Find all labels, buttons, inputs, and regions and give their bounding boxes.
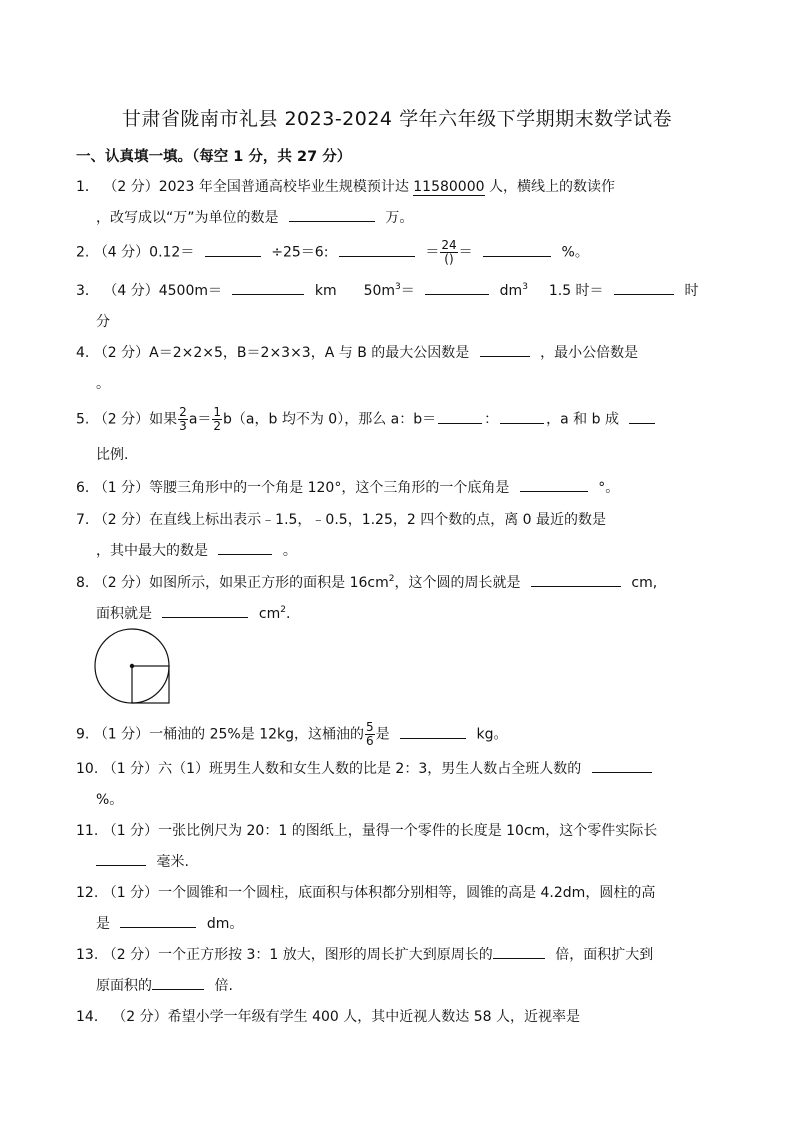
fraction xyxy=(212,406,222,433)
question-number: 10. xyxy=(76,761,99,777)
question-number: 8. xyxy=(76,575,90,591)
answer-blank[interactable] xyxy=(400,724,466,739)
question-text: ，改写成以“万”为单位的数是 xyxy=(96,210,279,226)
question-text: cm, xyxy=(631,575,658,591)
question-8-cont xyxy=(96,603,290,623)
question-points: （4 分） xyxy=(93,244,150,261)
question-1-cont xyxy=(96,207,413,227)
question-text: kg。 xyxy=(476,726,508,743)
answer-blank[interactable] xyxy=(500,409,544,424)
question-points: （1 分） xyxy=(102,761,159,777)
question-14 xyxy=(76,1006,580,1026)
question-text: A＝2×2×5，B＝2×3×3，A 与 B 的最大公因数是 xyxy=(149,345,470,361)
fraction-denominator: () xyxy=(444,252,454,266)
question-text: 是 xyxy=(375,726,390,743)
question-points: （2 分） xyxy=(103,179,159,195)
question-text: ，最小公倍数是 xyxy=(540,345,639,361)
superscript: 2 xyxy=(280,605,286,615)
question-text: a＝ xyxy=(188,411,212,428)
fraction xyxy=(440,239,457,266)
answer-blank[interactable] xyxy=(120,913,196,928)
question-text: ，这个圆的周长就是 xyxy=(394,575,521,591)
question-text: ，a 和 b 成 xyxy=(546,411,619,428)
question-text: ＝ xyxy=(400,283,415,299)
question-text: 2023 年全国普通高校毕业生规模预计达 xyxy=(158,179,414,195)
question-text: 原面积的 xyxy=(96,978,152,994)
question-text: 在直线上标出表示﹣1.5，﹣0.5，1.25，2 四个数的点，离 0 最近的数是 xyxy=(149,512,607,528)
question-text: . xyxy=(285,606,291,622)
question-text: 。 xyxy=(282,543,297,559)
question-number: 7. xyxy=(76,512,90,528)
question-number: 1． xyxy=(76,179,99,195)
question-text: cm xyxy=(258,606,281,622)
fraction-denominator: 3 xyxy=(179,419,187,433)
question-text: 倍. xyxy=(214,978,233,994)
answer-blank[interactable] xyxy=(614,280,674,295)
question-1 xyxy=(76,176,615,196)
question-text: ＝ xyxy=(458,244,473,261)
question-number: 14． xyxy=(76,1009,108,1025)
section-heading: 一、认真填一填。（每空 1 分，共 27 分） xyxy=(76,149,352,165)
answer-blank[interactable] xyxy=(339,242,415,257)
question-text: 倍，面积扩大到 xyxy=(555,947,654,963)
question-13 xyxy=(76,944,653,964)
question-text: 希望小学一年级有学生 400 人，其中近视人数达 58 人，近视率是 xyxy=(167,1009,580,1025)
question-text: 一张比例尺为 20：1 的图纸上，量得一个零件的长度是 10cm，这个零件实际长 xyxy=(158,823,658,839)
question-text: km xyxy=(314,283,337,299)
question-text: 0.12＝ xyxy=(149,244,195,261)
question-text: b（a，b 均不为 0），那么 a：b＝ xyxy=(223,411,437,428)
question-11 xyxy=(76,820,657,840)
answer-blank[interactable] xyxy=(493,944,545,959)
answer-blank[interactable] xyxy=(438,409,482,424)
page-title: 甘肃省陇南市礼县 2023-2024 学年六年级下学期期末数学试卷 xyxy=(121,108,673,130)
fraction-numerator: 5 xyxy=(366,720,374,734)
answer-blank[interactable] xyxy=(162,603,248,618)
answer-blank[interactable] xyxy=(152,975,204,990)
question-text: 一桶油的 25%是 12kg，这桶油的 xyxy=(149,726,364,743)
answer-blank[interactable] xyxy=(592,758,652,773)
question-12-cont xyxy=(96,913,243,933)
question-points: （1 分） xyxy=(102,885,159,901)
question-number: 11. xyxy=(76,823,99,839)
question-text: %。 xyxy=(561,244,589,261)
question-text: 4500m＝ xyxy=(158,283,223,299)
question-points: （2 分） xyxy=(93,512,150,528)
question-text: 万。 xyxy=(385,210,414,226)
fraction xyxy=(178,406,188,433)
question-text: 1.5 时＝ xyxy=(548,283,604,299)
question-text: 一个圆锥和一个圆柱，底面积与体积都分别相等，圆锥的高是 4.2dm，圆柱的高 xyxy=(158,885,656,901)
question-10 xyxy=(76,758,658,778)
question-8 xyxy=(76,572,657,592)
question-text: 如图所示，如果正方形的面积是 16cm xyxy=(149,575,389,591)
question-points: （2 分） xyxy=(93,575,150,591)
fraction xyxy=(365,721,375,748)
answer-blank[interactable] xyxy=(232,280,304,295)
question-text: dm。 xyxy=(206,916,244,932)
fraction-denominator: 6 xyxy=(366,734,374,748)
question-text: ，其中最大的数是 xyxy=(96,543,208,559)
question-text: ： xyxy=(484,411,499,428)
superscript: 3 xyxy=(395,282,401,292)
answer-blank[interactable] xyxy=(480,342,530,357)
question-points: （1 分） xyxy=(93,480,150,496)
question-7 xyxy=(76,509,606,529)
question-text: 一个正方形按 3：1 放大，图形的周长扩大到原周长的 xyxy=(158,947,493,963)
question-3-cont xyxy=(96,311,110,331)
fraction-denominator: 2 xyxy=(213,419,222,433)
question-text: 面积就是 xyxy=(96,606,152,622)
question-points: （1 分） xyxy=(102,823,159,839)
question-text: 50m xyxy=(363,283,396,299)
answer-blank[interactable] xyxy=(218,540,272,555)
question-text: 。 xyxy=(96,376,110,392)
question-number: 9. xyxy=(76,726,90,743)
question-points: （2 分） xyxy=(102,947,159,963)
question-text: 毫米. xyxy=(156,854,189,870)
question-4-cont xyxy=(96,373,110,393)
fraction-numerator: 24 xyxy=(441,238,457,252)
fraction-numerator: 2 xyxy=(179,405,187,419)
answer-blank[interactable] xyxy=(96,851,146,866)
question-text: 六（1）班男生人数和女生人数的比是 2：3，男生人数占全班人数的 xyxy=(158,761,582,777)
answer-blank[interactable] xyxy=(425,280,489,295)
question-points: （2 分） xyxy=(93,411,150,428)
question-13-cont xyxy=(96,975,233,995)
question-points: （2 分） xyxy=(93,345,150,361)
question-text: %。 xyxy=(96,792,124,808)
underlined-number: 11580000 xyxy=(413,179,485,195)
question-number: 5. xyxy=(76,411,90,428)
answer-blank[interactable] xyxy=(289,207,375,222)
question-10-cont xyxy=(96,789,123,809)
question-text: dm xyxy=(499,283,523,299)
question-9 xyxy=(76,721,508,748)
question-number: 6. xyxy=(76,480,90,496)
question-text: ＝ xyxy=(425,244,440,261)
question-number: 3． xyxy=(76,283,99,299)
answer-blank[interactable] xyxy=(205,242,261,257)
question-5-cont xyxy=(96,444,128,464)
question-number: 12. xyxy=(76,885,99,901)
question-text: 是 xyxy=(96,916,110,932)
question-2 xyxy=(76,239,589,266)
question-points: （1 分） xyxy=(93,726,150,743)
question-points: （2 分） xyxy=(112,1009,168,1025)
superscript: 3 xyxy=(522,282,528,292)
fraction-numerator: 1 xyxy=(213,405,222,419)
question-number: 13. xyxy=(76,947,99,963)
question-4 xyxy=(76,342,638,362)
question-text: ÷25＝6: xyxy=(271,244,329,261)
question-text: 等腰三角形中的一个角是 120°，这个三角形的一个底角是 xyxy=(149,480,510,496)
question-5 xyxy=(76,406,661,433)
question-text: 比例. xyxy=(96,447,129,463)
question-7-cont xyxy=(96,540,297,560)
question-text: 时 xyxy=(684,283,699,299)
answer-blank[interactable] xyxy=(483,242,551,257)
question-text: °。 xyxy=(598,480,620,496)
answer-blank[interactable] xyxy=(520,477,588,492)
question-3 xyxy=(76,280,698,300)
question-number: 2. xyxy=(76,244,90,261)
question-number: 4. xyxy=(76,345,90,361)
question-text: 分 xyxy=(96,314,110,330)
circle-square-figure xyxy=(93,628,175,708)
question-6 xyxy=(76,477,619,497)
answer-blank[interactable] xyxy=(629,409,655,424)
answer-blank[interactable] xyxy=(531,572,621,587)
question-text: 人，横线上的数读作 xyxy=(484,179,615,195)
center-dot xyxy=(130,664,134,668)
question-11-cont xyxy=(96,851,189,871)
question-text: 如果 xyxy=(149,411,178,428)
superscript: 2 xyxy=(388,574,395,584)
question-points: （4 分） xyxy=(103,283,159,299)
question-12 xyxy=(76,882,655,902)
